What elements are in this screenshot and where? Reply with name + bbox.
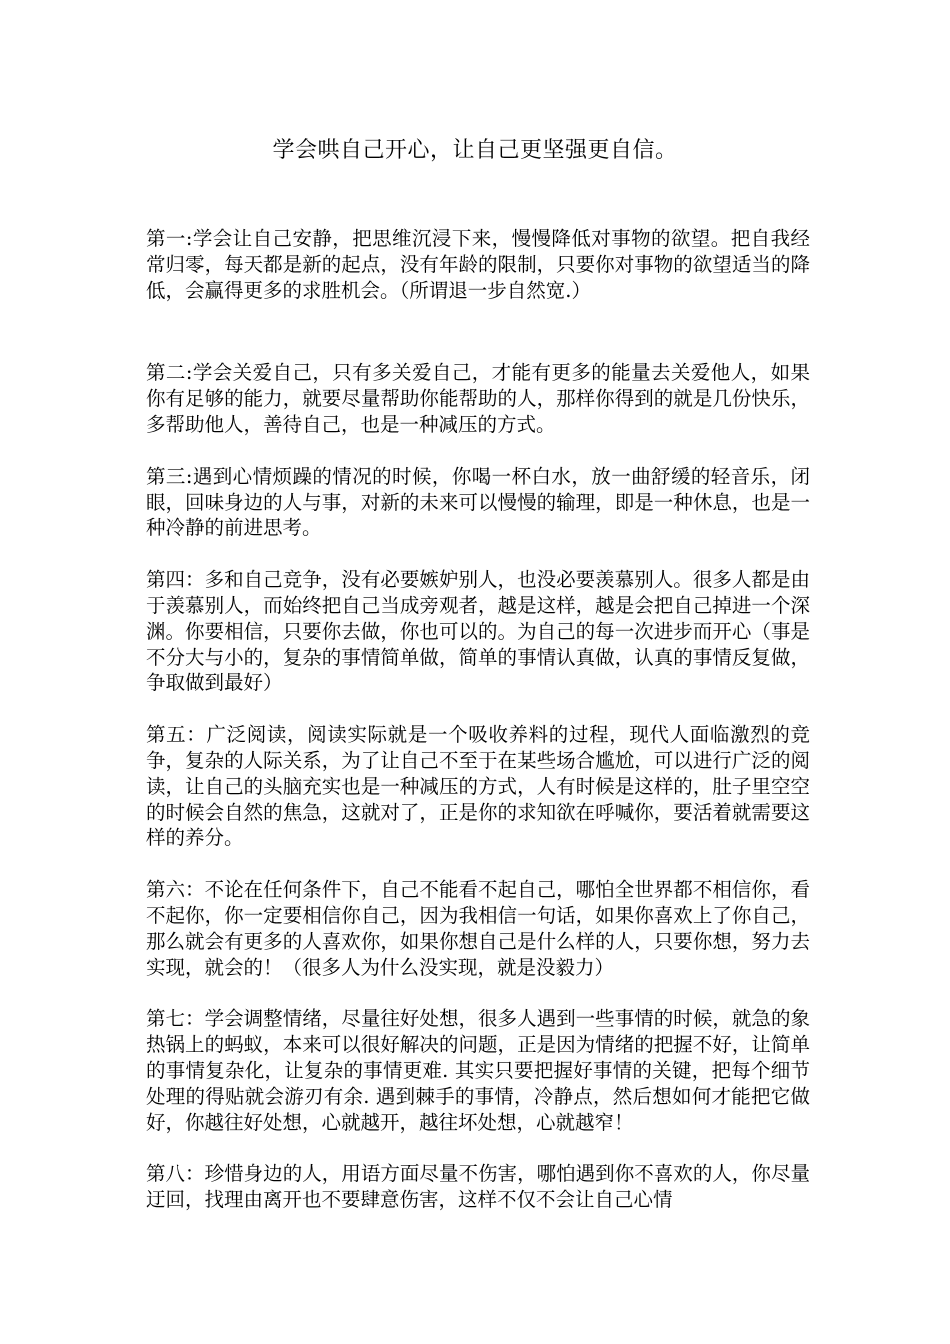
document-body [146,226,810,1213]
paragraph-8: 第八：珍惜身边的人，用语方面尽量不伤害，哪怕遇到你不喜欢的人，你尽量迂回，找理由离开也不要肆意伤害，这样不仅不会让自己心情 [146,1162,810,1212]
document-title: 学会哄自己开心，让自己更坚强更自信。 [272,138,678,163]
paragraph-6: 第六：不论在任何条件下，自己不能看不起自己，哪怕全世界都不相信你，看不起你，你一定要相信你自己，因为我相信一句话，如果你喜欢上了你自己，那么就会有更多的人喜欢你，如果你想自己是什么样的人，只要你想，努力去实现，就会的！（很多人为什么没实现，就是没毅力） [146,878,810,979]
paragraph-7: 第七：学会调整情绪，尽量往好处想，很多人遇到一些事情的时候，就急的象热锅上的蚂蚁，本来可以很好解决的问题，正是因为情绪的把握不好，让简单的事情复杂化，让复杂的事情更难. 其实只要把握好事情的关键，把每个细节处理的得贴就会游刃有余. 遇到棘手的事情，冷静点，然后想如何才能把它做好，你越往好处想，心就越开，越往坏处想，心就越窄！ [146,1007,810,1134]
paragraph-5: 第五：广泛阅读，阅读实际就是一个吸收养料的过程，现代人面临激烈的竞争，复杂的人际关系，为了让自己不至于在某些场合尴尬，可以进行广泛的阅读，让自己的头脑充实也是一种减压的方式，人有时候是这样的，肚子里空空的时候会自然的焦急，这就对了，正是你的求知欲在呼喊你，要活着就需要这样的养分。 [146,723,810,850]
paragraph-2: 第二:学会关爱自己，只有多关爱自己，才能有更多的能量去关爱他人，如果你有足够的能力，就要尽量帮助你能帮助的人，那样你得到的就是几份快乐，多帮助他人，善待自己，也是一种减压的方式。 [146,361,810,436]
paragraph-4: 第四：多和自己竞争，没有必要嫉妒别人，也没必要羡慕别人。很多人都是由于羡慕别人，而始终把自己当成旁观者，越是这样，越是会把自己掉进一个深渊。你要相信，只要你去做，你也可以的。为自己的每一次进步而开心（事是不分大与小的，复杂的事情简单做，简单的事情认真做，认真的事情反复做，争取做到最好） [146,568,810,695]
paragraph-3: 第三:遇到心情烦躁的情况的时候，你喝一杯白水，放一曲舒缓的轻音乐，闭眼，回味身边的人与事，对新的未来可以慢慢的输理，即是一种休息，也是一种冷静的前进思考。 [146,464,810,540]
paragraph-1: 第一:学会让自己安静，把思维沉浸下来，慢慢降低对事物的欲望。把自我经常归零，每天都是新的起点，没有年龄的限制，只要你对事物的欲望适当的降低，会赢得更多的求胜机会。（所谓退一步自然宽.） [146,227,810,302]
